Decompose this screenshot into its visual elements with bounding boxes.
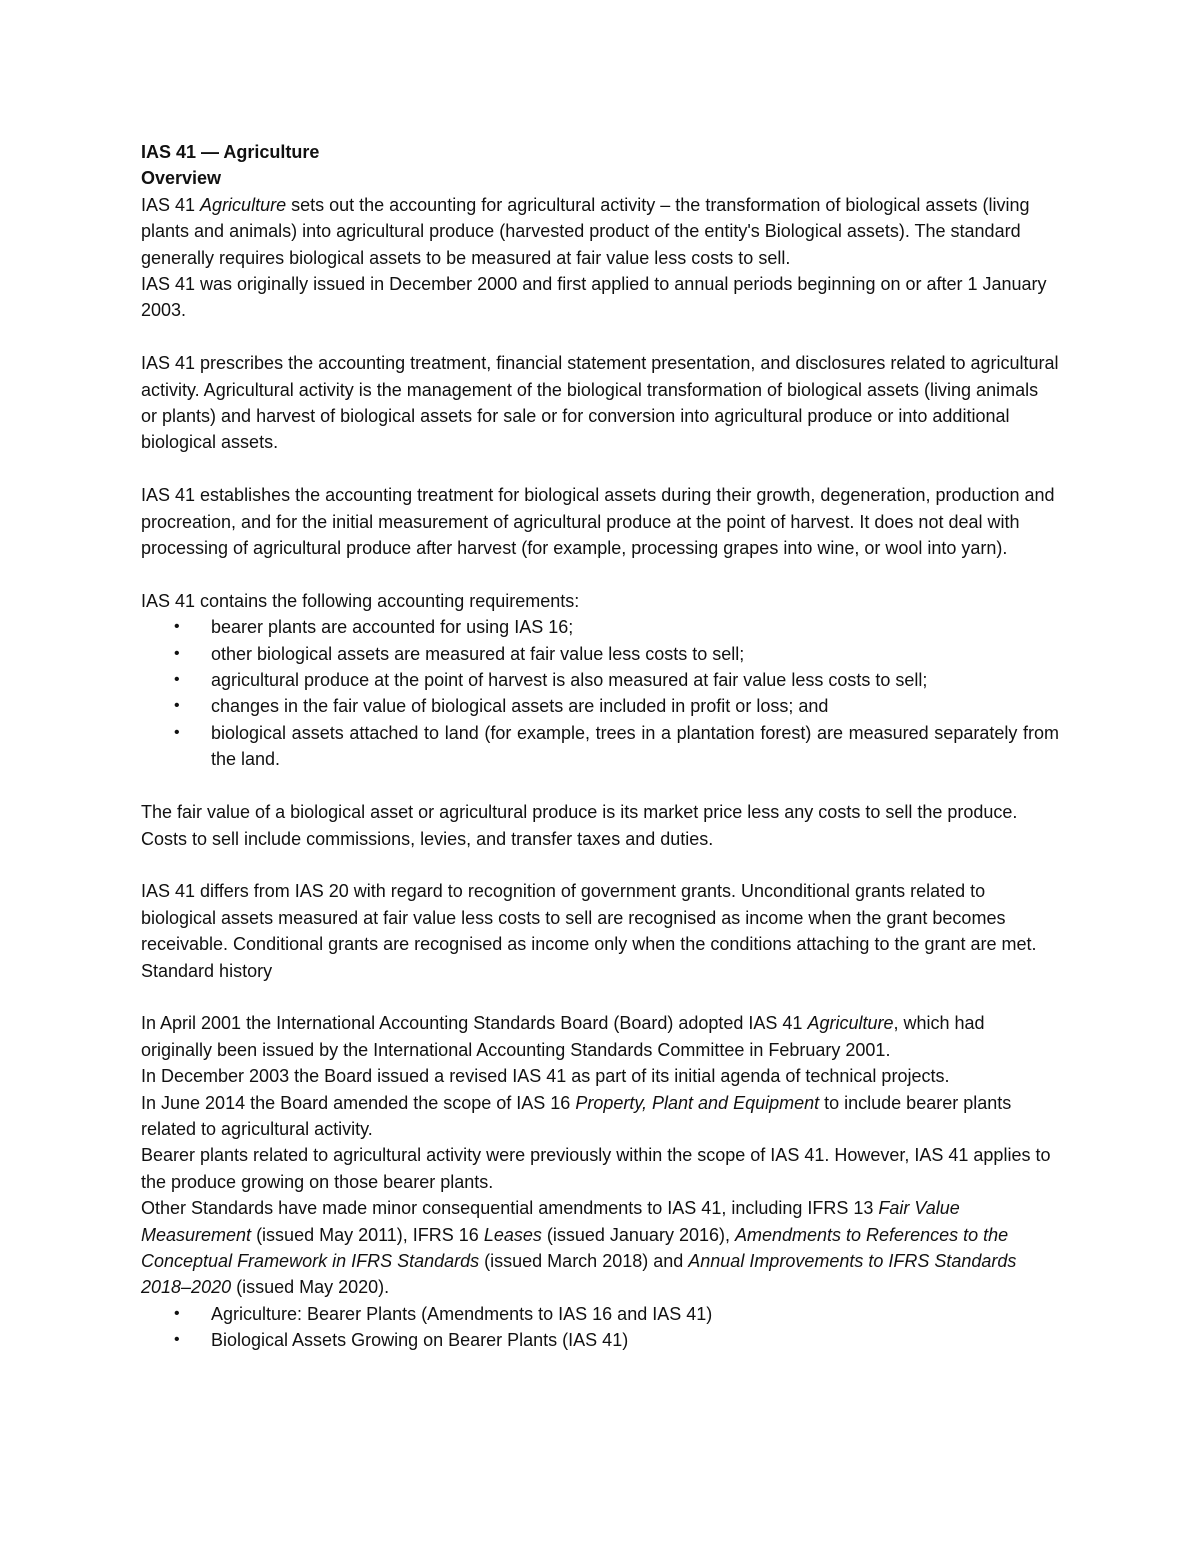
- bullet-icon: •: [174, 671, 180, 689]
- list-item-text: changes in the fair value of biological assets are included in profit or loss; and: [211, 696, 829, 717]
- history-emphasis: Fair Value Measurement: [141, 1198, 960, 1245]
- list-item-text: Biological Assets Growing on Bearer Plants (IAS 41): [211, 1330, 629, 1351]
- history-text-cont: (issued January 2016),: [541, 1224, 735, 1245]
- list-item-text: Agriculture: Bearer Plants (Amendments to IAS 16 and IAS 41): [211, 1303, 713, 1324]
- list-item-text: biological assets attached to land (for example, trees in a plantation forest) are measured separately from the land.: [211, 722, 1059, 770]
- history-text-cont: (issued March 2018) and: [479, 1250, 689, 1271]
- history-text-cont: (issued May 2011), IFRS 16: [251, 1224, 484, 1245]
- related-list: [141, 1301, 1059, 1354]
- history-emphasis: Amendments to References to the Conceptual Framework in IFRS Standards: [141, 1224, 1009, 1271]
- overview-heading: Overview: [141, 168, 222, 189]
- list-item: [174, 1301, 1059, 1327]
- list-item: [174, 614, 1059, 640]
- bullet-icon: •: [174, 1304, 180, 1322]
- history-text: In June 2014 the Board amended the scope of IAS 16: [141, 1092, 576, 1113]
- history-text-cont: (issued May 2020).: [231, 1277, 390, 1298]
- history-text: Other Standards have made minor consequential amendments to IAS 41, including IFRS 13: [141, 1198, 879, 1219]
- history-paragraph-2: In December 2003 the Board issued a revised IAS 41 as part of its initial agenda of technical projects.: [141, 1066, 950, 1087]
- document-page: [141, 139, 1059, 1354]
- history-emphasis: Agriculture: [807, 1013, 894, 1034]
- bullet-icon: •: [174, 1331, 180, 1349]
- list-item: [174, 693, 1059, 719]
- history-paragraph-3: [141, 1090, 1059, 1143]
- overview-emphasis: Agriculture: [200, 194, 287, 215]
- history-text-cont: to include bearer plants related to agricultural activity.: [141, 1092, 1012, 1139]
- establishes-paragraph: IAS 41 establishes the accounting treatment for biological assets during their growth, degeneration, production and procreation, and for the initial measurement of agricultural produce at the point of harvest. It does not deal with processing of agricultural produce after harvest (for example, processing grapes into wine, or wool into yarn).: [141, 485, 1055, 559]
- history-heading: Standard history: [141, 960, 273, 981]
- history-text: In April 2001 the International Accounting Standards Board (Board) adopted IAS 41: [141, 1013, 808, 1034]
- issue-date-paragraph: IAS 41 was originally issued in December 2000 and first applied to annual periods beginning on or after 1 January 2003.: [141, 274, 1047, 321]
- bullet-icon: •: [174, 618, 180, 636]
- requirements-list: [141, 614, 1059, 772]
- bullet-icon: •: [174, 644, 180, 662]
- history-paragraph-1: [141, 1010, 1059, 1063]
- requirements-intro: IAS 41 contains the following accounting requirements:: [141, 590, 580, 611]
- fair-value-paragraph: The fair value of a biological asset or agricultural produce is its market price less any costs to sell the produce. Costs to sell include commissions, levies, and transfer taxes and duties.: [141, 802, 1018, 849]
- list-item-text: agricultural produce at the point of harvest is also measured at fair value less costs to sell;: [211, 670, 928, 691]
- history-text-cont: , which had originally been issued by the International Accounting Standards Committee in February 2001.: [141, 1013, 985, 1060]
- list-item-text: bearer plants are accounted for using IAS 16;: [211, 617, 574, 638]
- list-item: [174, 641, 1059, 667]
- history-emphasis: Leases: [483, 1224, 542, 1245]
- bullet-icon: •: [174, 697, 180, 715]
- overview-text: IAS 41: [141, 194, 201, 215]
- grants-paragraph: IAS 41 differs from IAS 20 with regard to recognition of government grants. Unconditional grants related to biological assets measured at fair value less costs to sell are recognised as income when the grant becomes receivable. Conditional grants are recognised as income only when the conditions attaching to the grant are met.: [141, 881, 1037, 955]
- list-item: [174, 1327, 1059, 1353]
- history-emphasis: Annual Improvements to IFRS Standards 2018–2020: [141, 1250, 1017, 1298]
- bullet-icon: •: [174, 723, 180, 741]
- overview-paragraph: [141, 192, 1059, 271]
- list-item: [174, 720, 1059, 773]
- overview-text-cont: sets out the accounting for agricultural activity – the transformation of biological assets (living plants and animals) into agricultural produce (harvested product of the entity's Biological assets). The standard generally requires biological assets to be measured at fair value less costs to sell.: [141, 194, 1030, 268]
- history-paragraph-4: Bearer plants related to agricultural activity were previously within the scope of IAS 41. However, IAS 41 applies to the produce growing on those bearer plants.: [141, 1145, 1051, 1192]
- list-item-text: other biological assets are measured at fair value less costs to sell;: [211, 643, 745, 664]
- list-item: [174, 667, 1059, 693]
- history-paragraph-5: [141, 1195, 1059, 1301]
- prescribes-paragraph: IAS 41 prescribes the accounting treatment, financial statement presentation, and disclosures related to agricultural activity. Agricultural activity is the management of the biological transformation of biological assets (living animals or plants) and harvest of biological assets for sale or for conversion into agricultural produce or into additional biological assets.: [141, 353, 1059, 453]
- document-title: IAS 41 — Agriculture: [141, 142, 320, 162]
- history-emphasis: Property, Plant and Equipment: [575, 1092, 820, 1113]
